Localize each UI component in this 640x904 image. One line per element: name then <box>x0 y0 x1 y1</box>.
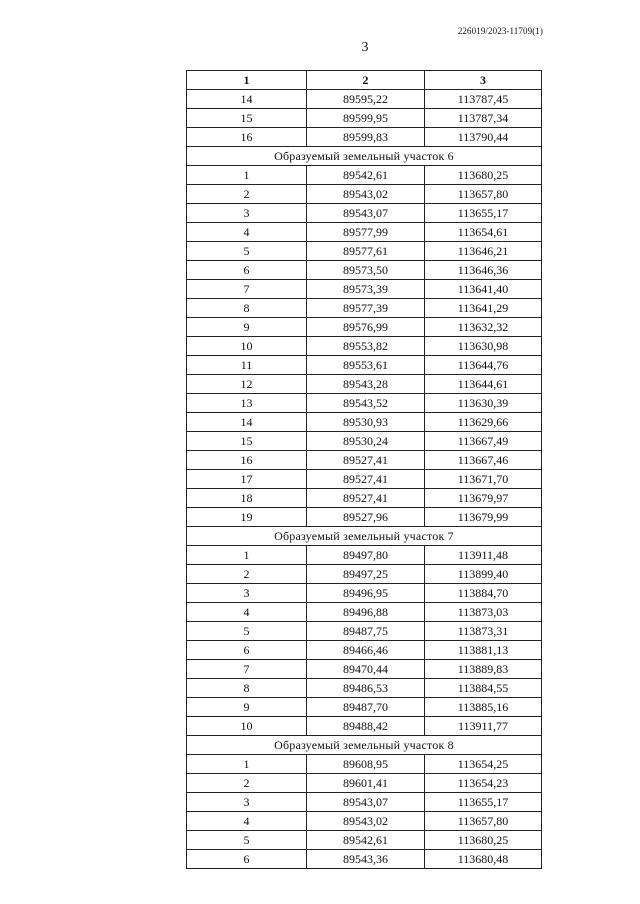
point-number-cell: 5 <box>187 831 307 850</box>
table-row <box>187 565 542 584</box>
point-number-cell: 5 <box>187 242 307 261</box>
x-coordinate-cell: 89543,07 <box>307 793 425 812</box>
table-body <box>187 90 542 869</box>
section-row <box>187 147 542 166</box>
point-number-cell: 16 <box>187 128 307 147</box>
x-coordinate-cell: 89577,61 <box>307 242 425 261</box>
y-coordinate-cell: 113654,25 <box>425 755 542 774</box>
table-row <box>187 356 542 375</box>
y-coordinate-cell: 113655,17 <box>425 204 542 223</box>
point-number-cell: 12 <box>187 375 307 394</box>
point-number-cell: 4 <box>187 812 307 831</box>
y-coordinate-cell: 113787,45 <box>425 90 542 109</box>
point-number-cell: 2 <box>187 565 307 584</box>
x-coordinate-cell: 89577,39 <box>307 299 425 318</box>
point-number-cell: 10 <box>187 337 307 356</box>
y-coordinate-cell: 113679,97 <box>425 489 542 508</box>
y-coordinate-cell: 113680,25 <box>425 166 542 185</box>
y-coordinate-cell: 113657,80 <box>425 185 542 204</box>
table-row <box>187 451 542 470</box>
table-row <box>187 261 542 280</box>
table-row <box>187 774 542 793</box>
table-row <box>187 793 542 812</box>
x-coordinate-cell: 89470,44 <box>307 660 425 679</box>
table-row <box>187 603 542 622</box>
point-number-cell: 2 <box>187 774 307 793</box>
table-row <box>187 489 542 508</box>
point-number-cell: 8 <box>187 679 307 698</box>
x-coordinate-cell: 89543,28 <box>307 375 425 394</box>
header-row <box>187 71 542 90</box>
table-row <box>187 679 542 698</box>
y-coordinate-cell: 113790,44 <box>425 128 542 147</box>
column-header-3: 3 <box>425 71 542 90</box>
x-coordinate-cell: 89497,25 <box>307 565 425 584</box>
x-coordinate-cell: 89553,61 <box>307 356 425 375</box>
x-coordinate-cell: 89543,52 <box>307 394 425 413</box>
point-number-cell: 6 <box>187 261 307 280</box>
table-row <box>187 109 542 128</box>
table-row <box>187 166 542 185</box>
document-number: 226019/2023-11709(1) <box>457 26 543 36</box>
point-number-cell: 6 <box>187 641 307 660</box>
y-coordinate-cell: 113911,48 <box>425 546 542 565</box>
point-number-cell: 1 <box>187 755 307 774</box>
x-coordinate-cell: 89599,95 <box>307 109 425 128</box>
section-row <box>187 736 542 755</box>
table-row <box>187 698 542 717</box>
x-coordinate-cell: 89576,99 <box>307 318 425 337</box>
y-coordinate-cell: 113679,99 <box>425 508 542 527</box>
table-row <box>187 508 542 527</box>
point-number-cell: 2 <box>187 185 307 204</box>
point-number-cell: 15 <box>187 432 307 451</box>
table-row <box>187 584 542 603</box>
table-row <box>187 90 542 109</box>
table-row <box>187 128 542 147</box>
point-number-cell: 6 <box>187 850 307 869</box>
y-coordinate-cell: 113654,23 <box>425 774 542 793</box>
table-row <box>187 546 542 565</box>
y-coordinate-cell: 113881,13 <box>425 641 542 660</box>
table-row <box>187 413 542 432</box>
point-number-cell: 7 <box>187 660 307 679</box>
table-row <box>187 812 542 831</box>
x-coordinate-cell: 89577,99 <box>307 223 425 242</box>
table-row <box>187 299 542 318</box>
y-coordinate-cell: 113911,77 <box>425 717 542 736</box>
point-number-cell: 8 <box>187 299 307 318</box>
table-row <box>187 223 542 242</box>
x-coordinate-cell: 89487,70 <box>307 698 425 717</box>
y-coordinate-cell: 113630,98 <box>425 337 542 356</box>
table-row <box>187 242 542 261</box>
table-row <box>187 470 542 489</box>
point-number-cell: 14 <box>187 90 307 109</box>
y-coordinate-cell: 113644,76 <box>425 356 542 375</box>
table-row <box>187 318 542 337</box>
x-coordinate-cell: 89527,41 <box>307 470 425 489</box>
table-row <box>187 337 542 356</box>
point-number-cell: 15 <box>187 109 307 128</box>
x-coordinate-cell: 89595,22 <box>307 90 425 109</box>
y-coordinate-cell: 113873,31 <box>425 622 542 641</box>
x-coordinate-cell: 89573,39 <box>307 280 425 299</box>
point-number-cell: 1 <box>187 166 307 185</box>
table-row <box>187 375 542 394</box>
x-coordinate-cell: 89497,80 <box>307 546 425 565</box>
y-coordinate-cell: 113671,70 <box>425 470 542 489</box>
y-coordinate-cell: 113899,40 <box>425 565 542 584</box>
y-coordinate-cell: 113884,70 <box>425 584 542 603</box>
y-coordinate-cell: 113889,83 <box>425 660 542 679</box>
page-number: 3 <box>361 40 369 55</box>
coordinates-table <box>186 70 542 869</box>
table-row <box>187 717 542 736</box>
y-coordinate-cell: 113655,17 <box>425 793 542 812</box>
y-coordinate-cell: 113667,46 <box>425 451 542 470</box>
y-coordinate-cell: 113641,29 <box>425 299 542 318</box>
x-coordinate-cell: 89530,93 <box>307 413 425 432</box>
point-number-cell: 1 <box>187 546 307 565</box>
x-coordinate-cell: 89488,42 <box>307 717 425 736</box>
x-coordinate-cell: 89486,53 <box>307 679 425 698</box>
x-coordinate-cell: 89527,41 <box>307 451 425 470</box>
table-row <box>187 204 542 223</box>
point-number-cell: 14 <box>187 413 307 432</box>
point-number-cell: 17 <box>187 470 307 489</box>
x-coordinate-cell: 89601,41 <box>307 774 425 793</box>
x-coordinate-cell: 89542,61 <box>307 166 425 185</box>
table-row <box>187 831 542 850</box>
table-row <box>187 660 542 679</box>
table-row <box>187 394 542 413</box>
x-coordinate-cell: 89608,95 <box>307 755 425 774</box>
y-coordinate-cell: 113646,21 <box>425 242 542 261</box>
y-coordinate-cell: 113787,34 <box>425 109 542 128</box>
x-coordinate-cell: 89599,83 <box>307 128 425 147</box>
point-number-cell: 4 <box>187 223 307 242</box>
y-coordinate-cell: 113641,40 <box>425 280 542 299</box>
point-number-cell: 3 <box>187 793 307 812</box>
x-coordinate-cell: 89496,95 <box>307 584 425 603</box>
point-number-cell: 16 <box>187 451 307 470</box>
section-title: Образуемый земельный участок 6 <box>187 147 542 166</box>
point-number-cell: 4 <box>187 603 307 622</box>
y-coordinate-cell: 113680,25 <box>425 831 542 850</box>
point-number-cell: 9 <box>187 698 307 717</box>
section-row <box>187 527 542 546</box>
point-number-cell: 3 <box>187 204 307 223</box>
x-coordinate-cell: 89553,82 <box>307 337 425 356</box>
x-coordinate-cell: 89573,50 <box>307 261 425 280</box>
table-row <box>187 622 542 641</box>
y-coordinate-cell: 113630,39 <box>425 394 542 413</box>
table-row <box>187 641 542 660</box>
point-number-cell: 5 <box>187 622 307 641</box>
point-number-cell: 3 <box>187 584 307 603</box>
point-number-cell: 18 <box>187 489 307 508</box>
x-coordinate-cell: 89542,61 <box>307 831 425 850</box>
y-coordinate-cell: 113884,55 <box>425 679 542 698</box>
section-title: Образуемый земельный участок 7 <box>187 527 542 546</box>
column-header-1: 1 <box>187 71 307 90</box>
y-coordinate-cell: 113629,66 <box>425 413 542 432</box>
y-coordinate-cell: 113657,80 <box>425 812 542 831</box>
table-row <box>187 432 542 451</box>
y-coordinate-cell: 113873,03 <box>425 603 542 622</box>
table-row <box>187 280 542 299</box>
point-number-cell: 9 <box>187 318 307 337</box>
table-row <box>187 185 542 204</box>
y-coordinate-cell: 113646,36 <box>425 261 542 280</box>
x-coordinate-cell: 89487,75 <box>307 622 425 641</box>
x-coordinate-cell: 89543,02 <box>307 812 425 831</box>
x-coordinate-cell: 89466,46 <box>307 641 425 660</box>
table-row <box>187 850 542 869</box>
y-coordinate-cell: 113632,32 <box>425 318 542 337</box>
table-row <box>187 755 542 774</box>
y-coordinate-cell: 113654,61 <box>425 223 542 242</box>
section-title: Образуемый земельный участок 8 <box>187 736 542 755</box>
x-coordinate-cell: 89530,24 <box>307 432 425 451</box>
y-coordinate-cell: 113885,16 <box>425 698 542 717</box>
x-coordinate-cell: 89543,36 <box>307 850 425 869</box>
x-coordinate-cell: 89496,88 <box>307 603 425 622</box>
x-coordinate-cell: 89543,07 <box>307 204 425 223</box>
y-coordinate-cell: 113680,48 <box>425 850 542 869</box>
column-header-2: 2 <box>307 71 425 90</box>
x-coordinate-cell: 89527,41 <box>307 489 425 508</box>
point-number-cell: 10 <box>187 717 307 736</box>
y-coordinate-cell: 113644,61 <box>425 375 542 394</box>
table-header <box>187 71 542 90</box>
point-number-cell: 7 <box>187 280 307 299</box>
y-coordinate-cell: 113667,49 <box>425 432 542 451</box>
point-number-cell: 11 <box>187 356 307 375</box>
point-number-cell: 13 <box>187 394 307 413</box>
x-coordinate-cell: 89527,96 <box>307 508 425 527</box>
point-number-cell: 19 <box>187 508 307 527</box>
x-coordinate-cell: 89543,02 <box>307 185 425 204</box>
